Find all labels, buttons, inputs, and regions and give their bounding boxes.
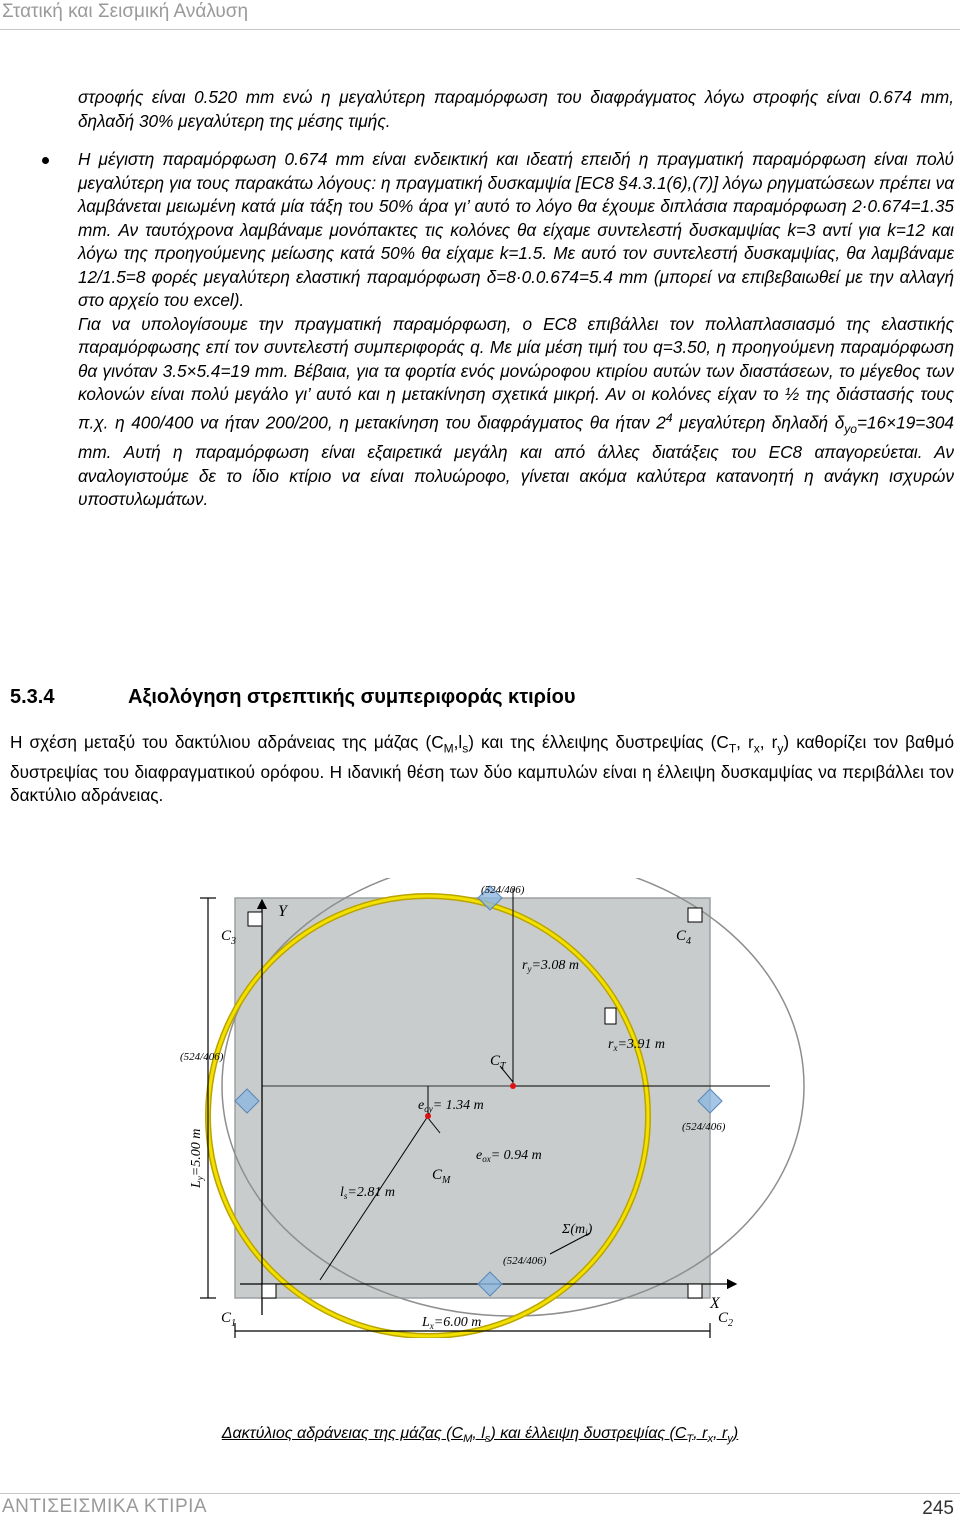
- sum-label: [561, 1222, 593, 1238]
- ct-letter: C: [490, 1053, 501, 1069]
- column-inner: [605, 1008, 616, 1024]
- subscript: s: [484, 1433, 491, 1446]
- footer-rule: [0, 1493, 960, 1494]
- cm-sub: M: [442, 1175, 451, 1186]
- column-c2: [688, 1284, 702, 1298]
- ls-label: [340, 1185, 395, 1201]
- text-span: Η σχέση μεταξύ του δακτύλιου αδράνειας της μάζας (C: [10, 732, 444, 752]
- eoy-sub: oy: [424, 1104, 433, 1114]
- subscript: x: [707, 1433, 714, 1446]
- lx-value: =6.00 m: [433, 1315, 482, 1330]
- corner-c4-sub: 4: [686, 936, 692, 947]
- text-span: ) και της έλλειψης δυστρεψίας (C: [468, 732, 729, 752]
- corner-c1-sub: 1: [231, 1318, 237, 1329]
- bullet-icon: [42, 157, 49, 164]
- subscript: x: [753, 741, 760, 756]
- corner-c4-letter: C: [676, 928, 687, 944]
- header-rule: [0, 29, 960, 30]
- lx-sub: x: [429, 1321, 434, 1331]
- ry-label: [522, 958, 579, 974]
- ct-sub: T: [500, 1061, 506, 1072]
- subscript: y: [777, 741, 784, 756]
- lx-label: [421, 1315, 481, 1331]
- ct-point: [510, 1083, 516, 1089]
- sum-text: Σ(m: [562, 1222, 586, 1237]
- rx-label: [608, 1037, 665, 1053]
- ry-letter: r: [522, 958, 528, 973]
- subscript: yo: [844, 421, 857, 436]
- bullet-paragraph-1: Η μέγιστη παραμόρφωση 0.674 mm είναι ενδεικτική και ιδεατή επειδή η πραγματική παραμόρφωση είναι πολύ μεγαλύτερη για τους παρακάτω λόγους: η πραγματική δυσκαμψία [EC8 §4.3.1(6),(7)] λόγω ρηγματώσεων πρέπει να λαμβάνεται μειωμένη κατά μία τάξη του 50% άρα γι’ αυτό το λόγο θα έχουμε διπλάσια παραμόρφωση 2·0.674=1.35 mm. Αν ταυτόχρονα λαμβάναμε μονόπακτες τις κολόνες θα είχαμε συντελεστή δυσκαμψίας k=3 αντί για k=12 και λόγω της προηγούμενης μείωσης κατά 50% θα είχαμε k=1.5. Με αυτό τον συντελεστή δυσκαμψίας, θα λαμβάναμε 12/1.5=8 φορές μεγαλύτερη ελαστική παραμόρφωση δ=8·0.0.674=5.4 mm (μπορεί να επιβεβαιωθεί με την αλλαγή στο αρχείο του excel).: [78, 149, 954, 310]
- axis-x-label: X: [710, 1295, 720, 1312]
- corner-c2-label: [718, 1310, 733, 1329]
- section-title: Αξιολόγηση στρεπτικής συμπεριφοράς κτιρίου: [128, 686, 576, 708]
- corner-c1-label: [221, 1310, 236, 1329]
- subscript: s: [462, 741, 469, 756]
- subscript: M: [463, 1433, 473, 1446]
- eoy-value: = 1.34 m: [432, 1098, 484, 1113]
- rx-value: =3.91 m: [617, 1037, 666, 1052]
- corner-c2-sub: 2: [728, 1318, 734, 1329]
- superscript: 4: [665, 410, 673, 425]
- eox-value: = 0.94 m: [490, 1148, 542, 1163]
- bullet-paragraph-2: [78, 313, 954, 512]
- cm-letter: C: [432, 1167, 443, 1183]
- rx-sub: x: [613, 1043, 618, 1053]
- column-c1: [262, 1284, 276, 1298]
- ly-sub: y: [195, 1176, 205, 1181]
- ly-value: =5.00 m: [189, 1128, 204, 1177]
- lx-letter: L: [422, 1315, 430, 1330]
- axis-y-label: Y: [278, 903, 287, 920]
- corner-c1-letter: C: [221, 1310, 232, 1326]
- text-span: μεγαλύτερη δηλαδή δ: [672, 412, 845, 433]
- sum-close: ): [587, 1222, 593, 1237]
- corner-c3-label: [221, 928, 236, 947]
- wall-right-label: (524/406): [682, 1121, 726, 1133]
- paragraph-continuation: στροφής είναι 0.520 mm ενώ η μεγαλύτερη παραμόρφωση του διαφράγματος λόγω στροφής είναι 0.674 mm, δηλαδή 30% μεγαλύτερη της μέσης τιμής.: [78, 87, 954, 131]
- bullet-item: [40, 148, 954, 512]
- subscript: M: [443, 741, 454, 756]
- text-span: , r: [759, 732, 778, 752]
- rx-letter: r: [608, 1037, 614, 1052]
- ly-letter: L: [189, 1180, 204, 1188]
- ry-value: =3.08 m: [531, 958, 580, 973]
- text-span: ) και έλλειψη δυστρεψίας (C: [490, 1425, 687, 1442]
- corner-c3-letter: C: [221, 928, 232, 944]
- column-c4: [688, 908, 702, 922]
- wall-left-label: (524/406): [180, 1051, 224, 1063]
- text-span: Για να υπολογίσουμε την πραγματική παραμόρφωση, ο EC8 επιβάλλει τον πολλαπλασιασμό της ελαστικής παραμόρφωσης επί τον συντελεστή συμπεριφοράς q. Με μία μέση τιμή του q=3.50, η προηγούμενη παραμόρφωση θα γινόταν 3.5×5.4=19 mm. Βέβαια, για τα φορτία ενός μονώροφου κτιρίου αυτών των διαστάσεων, το μέγεθος των κολονών είναι πολύ μεγάλο γι’ αυτό και η μετακίνηση σχετικά μικρή. Αν οι κολόνες είχαν το ½ της διάστασής τους π.χ. η 400/400 να ήταν 200/200, η μετακίνηση του διαφράγματος θα ήταν 2: [78, 313, 954, 433]
- page-header: [0, 0, 960, 30]
- text-span: ) καθορίζει τον βαθμό δυστρεψίας του διαφραγματικού ορόφου. Η ιδανική θέση των δύο καμπυλών είναι η έλλειψη δυσκαμψίας να περιβάλλει τον δακτύλιο αδράνειας.: [10, 732, 954, 806]
- footer-title: ΑΝΤΙΣΕΙΣΜΙΚΑ ΚΤΙΡΙΑ: [2, 1496, 208, 1517]
- text-span: , l: [472, 1425, 485, 1442]
- figure-caption: [0, 1423, 960, 1450]
- subscript: T: [686, 1433, 694, 1446]
- wall-bottom-label: (524/406): [503, 1255, 547, 1267]
- ly-label: [189, 1129, 205, 1189]
- subscript: T: [728, 741, 737, 756]
- body-paragraph: [10, 731, 954, 808]
- text-span: , r: [693, 1425, 708, 1442]
- corner-c2-letter: C: [718, 1310, 729, 1326]
- text-span: ,l: [453, 732, 463, 752]
- torsion-diagram: [170, 878, 810, 1338]
- header-title: Στατική και Σεισμική Ανάλυση: [2, 1, 249, 22]
- section-heading: [10, 683, 954, 711]
- wall-top-label: (524/406): [481, 884, 525, 896]
- sum-sub: i: [585, 1228, 588, 1238]
- ls-sub: s: [343, 1191, 348, 1201]
- ry-sub: y: [527, 964, 532, 974]
- eox-sub: ox: [482, 1154, 491, 1164]
- text-span: Δακτύλιος αδράνειας της μάζας (C: [221, 1425, 464, 1442]
- ls-letter: l: [340, 1185, 344, 1200]
- text-span: =16×19=304 mm. Αυτή η παραμόρφωση είναι εξαιρετικά μεγάλη και από άλλες διατάξεις του EC8 απαγορεύεται. Αν αναλογιστούμε δε το ίδιο κτίριο να είναι πολυώροφο, γίνεται ακόμα καλύτερα κατανοητή η ανάγκη ισχυρών υποστυλωμάτων.: [78, 412, 954, 510]
- text-span: , r: [736, 732, 754, 752]
- eoy-letter: e: [418, 1098, 425, 1113]
- subscript: y: [727, 1433, 733, 1446]
- column-c3: [248, 912, 262, 926]
- section-number: 5.3.4: [10, 686, 55, 708]
- ls-value: =2.81 m: [347, 1185, 395, 1200]
- corner-c3-sub: 3: [231, 936, 237, 947]
- eox-letter: e: [476, 1148, 483, 1163]
- text-span: , r: [713, 1425, 728, 1442]
- text-span: ): [732, 1425, 739, 1442]
- page-number: 245: [922, 1498, 954, 1519]
